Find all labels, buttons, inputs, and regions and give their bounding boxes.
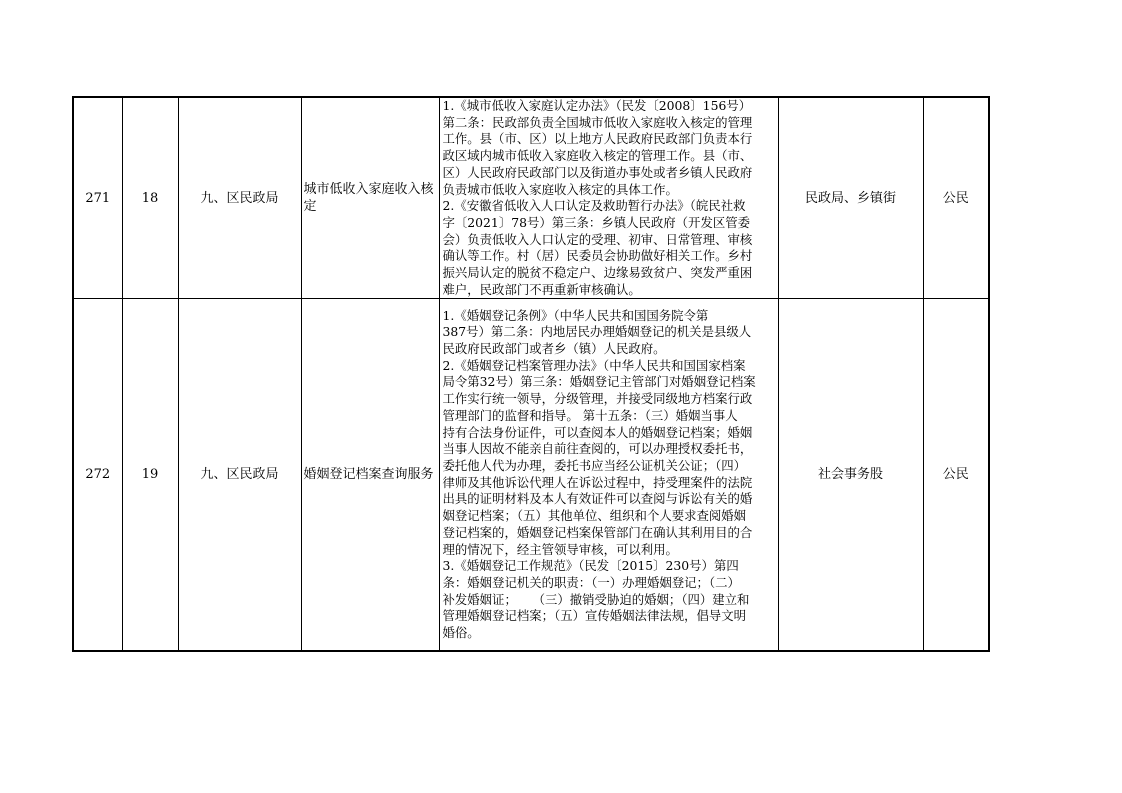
legal-basis-line: 难户，民政部门不再重新审核确认。 (442, 281, 641, 297)
power-list-table (72, 96, 990, 652)
legal-basis-line: 委托他人代为办理，委托书应当经公证机关公证；（四） (442, 457, 747, 473)
legal-basis-line: 2.《安徽省低收入人口认定及救助暂行办法》（皖民社救 (442, 198, 746, 214)
responsible-unit-cell: 民政局、乡镇街 (778, 97, 923, 299)
legal-basis-line: 登记档案的，婚姻登记档案保管部门在确认其利用目的合 (442, 524, 753, 540)
legal-basis-line: 管理婚姻登记档案；（五）宣传婚姻法律法规，倡导文明 (442, 608, 747, 624)
legal-basis-line: 振兴局认定的脱贫不稳定户、边缘易致贫户、突发严重困 (442, 265, 753, 281)
legal-basis-line: 会）负责低收入人口认定的受理、初审、日常管理、审核 (442, 231, 753, 247)
legal-basis-line: 3.《婚姻登记工作规范》（民发〔2015〕230号）第四 (442, 558, 739, 574)
table-row (73, 299, 989, 651)
legal-basis-line: 条：婚姻登记机关的职责：（一）办理婚姻登记；（二） (442, 574, 740, 590)
legal-basis-line: 工作实行统一领导，分级管理，并接受同级地方档案行政 (442, 391, 753, 407)
target-cell: 公民 (923, 97, 989, 299)
legal-basis-line: 补发婚姻证； （三）撤销受胁迫的婚姻；（四）建立和 (442, 591, 750, 607)
row-sequence: 19 (122, 299, 178, 651)
legal-basis-line: 1.《婚姻登记条例》（中华人民共和国国务院令第 (442, 307, 709, 323)
legal-basis-cell (439, 97, 778, 299)
legal-basis-text (443, 308, 776, 642)
target-cell: 公民 (923, 299, 989, 651)
legal-basis-line: 婚俗。 (442, 625, 480, 641)
legal-basis-line: 民政府民政部门或者乡（镇）人民政府。 (442, 341, 666, 357)
legal-basis-line: 区）人民政府民政部门以及街道办事处或者乡镇人民政府 (442, 164, 753, 180)
row-index: 272 (73, 299, 122, 651)
legal-basis-cell (439, 299, 778, 651)
department-cell: 九、区民政局 (178, 97, 301, 299)
responsible-unit-cell: 社会事务股 (778, 299, 923, 651)
item-name-cell: 城市低收入家庭收入核定 (301, 97, 439, 299)
legal-basis-line: 当事人因故不能亲自前往查阅的，可以办理授权委托书， (442, 441, 753, 457)
legal-basis-line: 姻登记档案；（五）其他单位、组织和个人要求查阅婚姻 (442, 508, 747, 524)
legal-basis-line: 理的情况下，经主管领导审核，可以利用。 (442, 541, 678, 557)
legal-basis-line: 持有合法身份证件，可以查阅本人的婚姻登记档案；婚姻 (442, 424, 753, 440)
legal-basis-line: 2.《婚姻登记档案管理办法》（中华人民共和国国家档案 (442, 357, 746, 373)
legal-basis-line: 1.《城市低收入家庭认定办法》（民发〔2008〕156号） (442, 98, 752, 113)
legal-basis-line: 第二条：民政部负责全国城市低收入家庭收入核定的管理 (442, 114, 753, 130)
table-row (73, 97, 989, 299)
legal-basis-line: 字〔2021〕78号）第三条：乡镇人民政府（开发区管委 (442, 214, 751, 230)
legal-basis-line: 政区域内城市低收入家庭收入核定的管理工作。县（市、 (442, 148, 753, 164)
legal-basis-line: 律师及其他诉讼代理人在诉讼过程中，持受理案件的法院 (442, 474, 753, 490)
legal-basis-line: 负责城市低收入家庭收入核定的具体工作。 (442, 181, 678, 197)
legal-basis-line: 出具的证明材料及本人有效证件可以查阅与诉讼有关的婚 (442, 491, 753, 507)
legal-basis-text (443, 98, 776, 298)
legal-basis-line: 387号）第二条：内地居民办理婚姻登记的机关是县级人 (442, 324, 752, 340)
department-cell: 九、区民政局 (178, 299, 301, 651)
legal-basis-line: 确认等工作。村（居）民委员会协助做好相关工作。乡村 (442, 248, 753, 264)
legal-basis-line: 局令第32号）第三条：婚姻登记主管部门对婚姻登记档案 (442, 374, 756, 390)
legal-basis-line: 工作。县（市、区）以上地方人民政府民政部门负责本行 (442, 131, 753, 147)
legal-basis-line: 管理部门的监督和指导。 第十五条：（三）婚姻当事人 (442, 407, 738, 423)
row-index: 271 (73, 97, 122, 299)
row-sequence: 18 (122, 97, 178, 299)
item-name-cell: 婚姻登记档案查询服务 (301, 299, 439, 651)
